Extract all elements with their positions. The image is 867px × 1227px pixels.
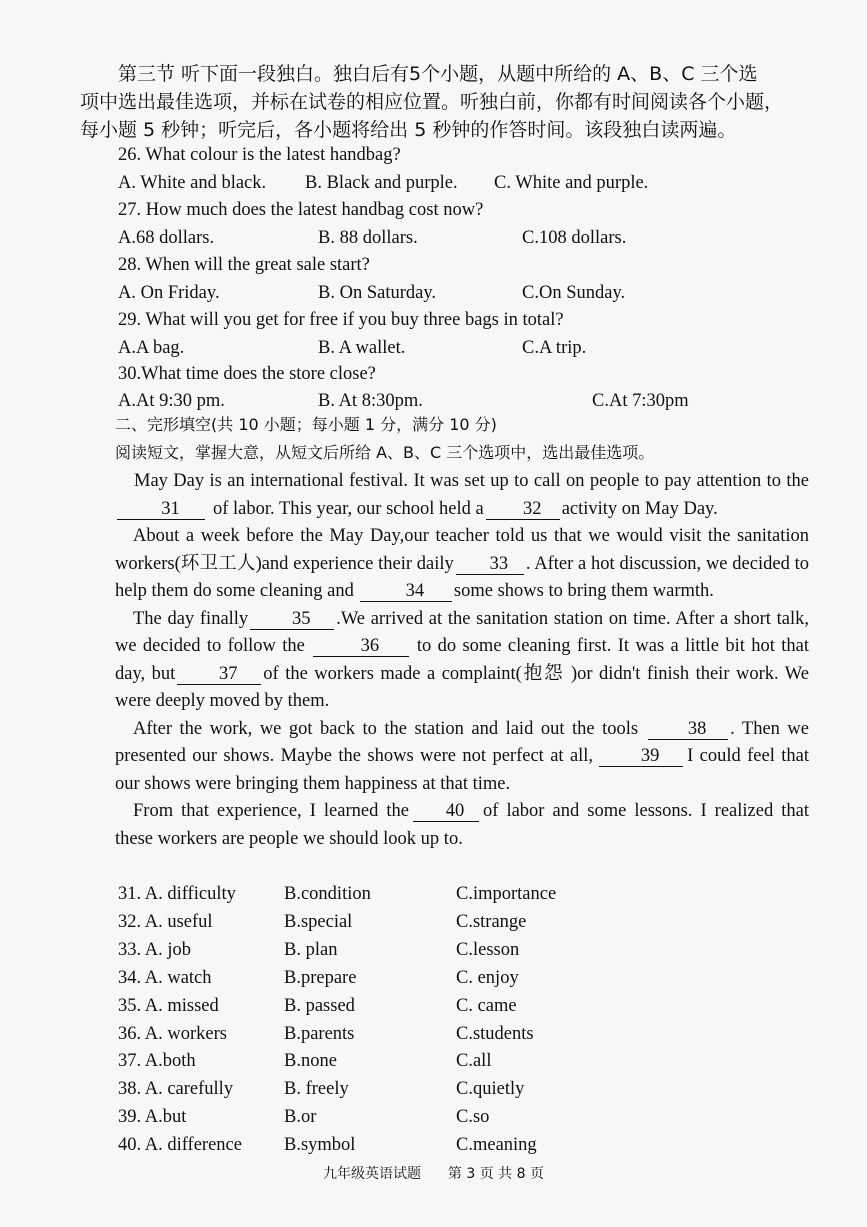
answer-option-a: 33. A. job <box>118 940 191 960</box>
option-c: C.On Sunday. <box>522 283 626 303</box>
answer-option-a: 37. A.both <box>118 1051 196 1071</box>
question-26: 26. What colour is the latest handbag? <box>118 145 401 165</box>
answer-option-a: 34. A. watch <box>118 968 212 988</box>
option-c: C.A trip. <box>522 338 587 358</box>
blank-37: 37 <box>177 664 261 685</box>
option-c: C.108 dollars. <box>522 228 627 248</box>
option-a: A. White and black. <box>118 173 267 193</box>
passage-text: . Then we presented our shows. Maybe the shows were not perfect at all, <box>115 718 809 766</box>
answer-option-c: C. enjoy <box>456 968 519 988</box>
answer-option-c: C.strange <box>456 912 527 932</box>
answer-option-b: B.or <box>284 1107 317 1127</box>
passage-text: of labor and some lessons. I realized that these workers are people we should look up to. <box>115 801 809 849</box>
question-29: 29. What will you get for free if you buy three bags in total? <box>118 310 564 330</box>
blank-40: 40 <box>413 801 479 822</box>
answer-option-a: 31. A. difficulty <box>118 884 236 904</box>
instruction-line: 第三节 听下面一段独白。独白后有5个小题，从题中所给的 A、B、C 三个选 <box>118 63 758 85</box>
passage-text: I could feel that our shows were bringing them happiness at that time. <box>115 746 809 794</box>
answer-option-c: C.all <box>456 1051 492 1071</box>
answer-option-c: C.so <box>456 1107 490 1127</box>
answer-option-c: C. came <box>456 996 517 1016</box>
answer-option-a: 39. A.but <box>118 1107 187 1127</box>
passage-text: some shows to bring them warmth. <box>453 581 714 601</box>
answer-option-b: B.special <box>284 912 353 932</box>
section-2-instruction: 阅读短文，掌握大意，从短文后所给 A、B、C 三个选项中，选出最佳选项。 <box>115 443 655 462</box>
blank-38: 38 <box>648 719 728 740</box>
passage-text: .We arrived at the sanitation station on time. After a short talk, we decided to follow the <box>115 608 809 656</box>
instruction-line: 项中选出最佳选项，并标在试卷的相应位置。听独白前，你都有时间阅读各个小题， <box>80 91 784 113</box>
blank-31: 31 <box>117 499 205 520</box>
option-b: B. 88 dollars. <box>318 228 418 248</box>
answer-option-b: B.prepare <box>284 968 357 988</box>
question-30: 30.What time does the store close? <box>118 364 376 384</box>
passage-text: activity on May Day. <box>561 498 718 519</box>
page-number: 第 3 页 共 8 页 <box>447 1166 544 1182</box>
answer-option-c: C.quietly <box>456 1079 525 1099</box>
passage-text: About a week before the May Day,our teacher told us that we would visit the sanitation workers(环卫工人)and experience their daily <box>115 526 809 574</box>
section-3-instructions <box>80 60 820 144</box>
option-b: B. At 8:30pm. <box>318 391 423 411</box>
option-b: B. On Saturday. <box>318 283 437 303</box>
option-c: C. White and purple. <box>494 173 649 193</box>
passage-text: From that experience, I learned the <box>133 801 409 821</box>
answer-option-a: 36. A. workers <box>118 1024 227 1044</box>
answer-option-b: B. plan <box>284 940 338 960</box>
exam-title: 九年级英语试题 <box>323 1166 421 1182</box>
passage-text: The day finally <box>133 608 249 629</box>
blank-39: 39 <box>599 746 683 767</box>
passage-text: of labor. This year, our school held a <box>213 498 484 519</box>
blank-33: 33 <box>456 554 524 575</box>
answer-option-a: 35. A. missed <box>118 996 219 1016</box>
answer-option-a: 40. A. difference <box>118 1135 242 1155</box>
answer-option-c: C.lesson <box>456 940 520 960</box>
answer-option-c: C.students <box>456 1024 534 1044</box>
passage-text: After the work, we got back to the station and laid out the tools <box>133 718 639 739</box>
answer-option-b: B.none <box>284 1051 337 1071</box>
blank-35: 35 <box>250 609 334 630</box>
answer-option-b: B.condition <box>284 884 371 904</box>
passage-text: to do some cleaning first. It was a little bit hot that day, but <box>115 636 810 684</box>
option-a: A.A bag. <box>118 338 185 358</box>
blank-34: 34 <box>360 581 452 602</box>
answer-option-b: B.symbol <box>284 1135 356 1155</box>
question-28: 28. When will the great sale start? <box>118 255 370 275</box>
question-27: 27. How much does the latest handbag cost now? <box>118 200 484 220</box>
answer-option-b: B. freely <box>284 1079 349 1099</box>
instruction-line: 每小题 5 秒钟；听完后，各小题将给出 5 秒钟的作答时间。该段独白读两遍。 <box>80 119 737 141</box>
passage-text: . After a hot discussion, we decided to help them do some cleaning and <box>115 553 810 601</box>
option-b: B. Black and purple. <box>305 173 458 193</box>
cloze-passage <box>115 468 809 853</box>
answer-option-a: 38. A. carefully <box>118 1079 234 1099</box>
option-c: C.At 7:30pm <box>592 391 689 411</box>
answer-option-c: C.meaning <box>456 1135 537 1155</box>
page-footer <box>0 1163 867 1183</box>
passage-text: May Day is an international festival. It was set up to call on people to pay attention to the <box>134 471 809 491</box>
option-b: B. A wallet. <box>318 338 406 358</box>
section-2-title: 二、完形填空(共 10 小题；每小题 1 分，满分 10 分) <box>115 415 497 434</box>
blank-32: 32 <box>486 499 560 520</box>
answer-option-b: B.parents <box>284 1024 355 1044</box>
answer-option-b: B. passed <box>284 996 355 1016</box>
option-a: A.At 9:30 pm. <box>118 391 225 411</box>
blank-36: 36 <box>313 636 409 657</box>
option-a: A. On Friday. <box>118 283 220 303</box>
answer-option-a: 32. A. useful <box>118 912 213 932</box>
option-a: A.68 dollars. <box>118 228 215 248</box>
answer-option-c: C.importance <box>456 884 557 904</box>
passage-text: of the workers made a complaint(抱怨 )or didn't finish their work. We were deeply moved by them. <box>115 663 809 711</box>
